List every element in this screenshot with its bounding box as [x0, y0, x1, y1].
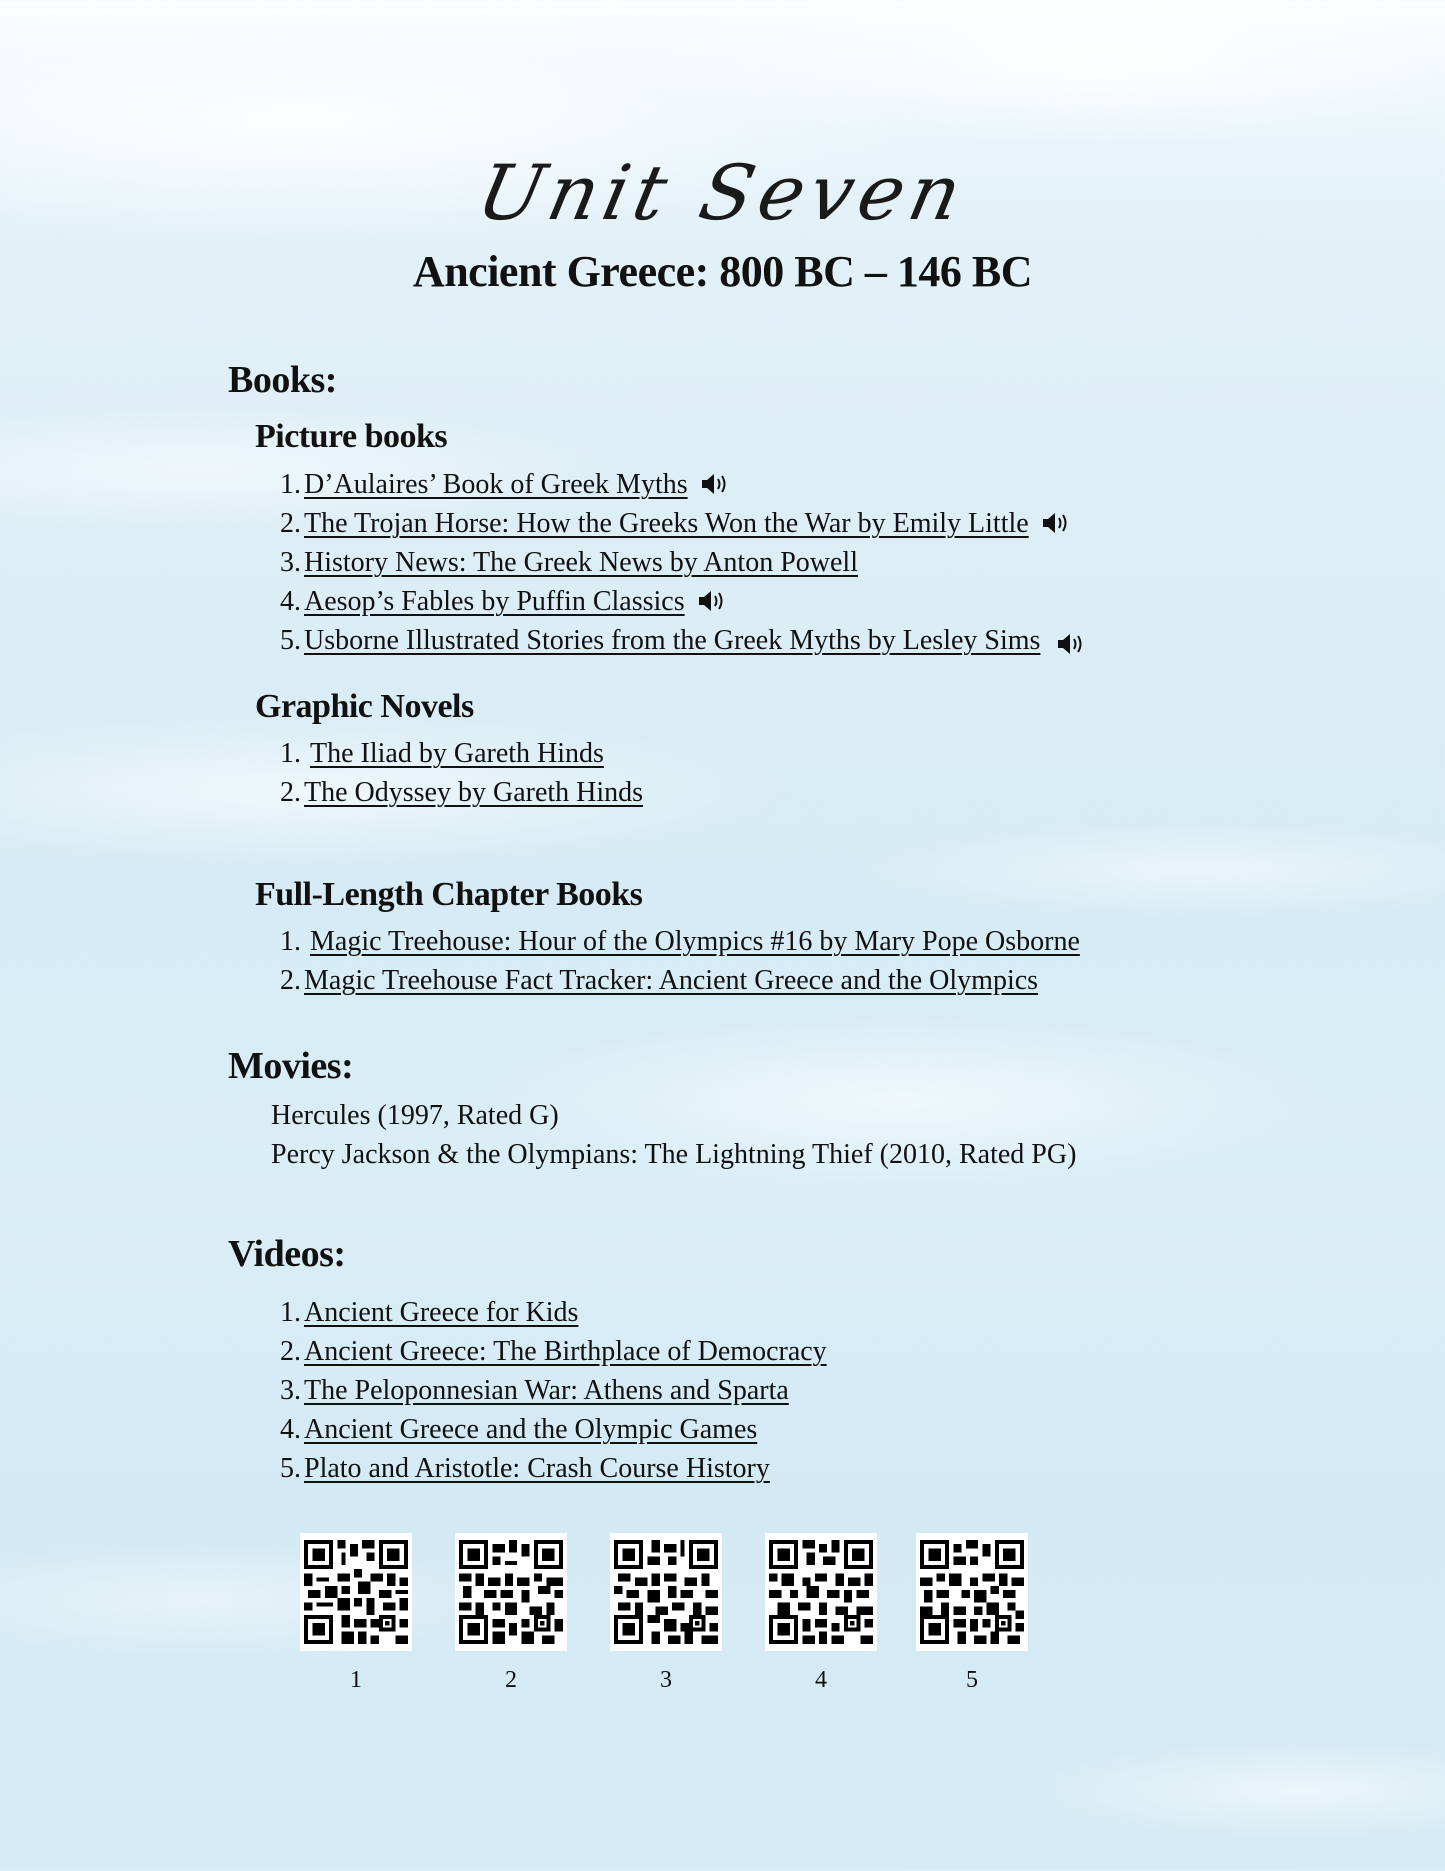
- item-number: 1.: [280, 926, 301, 957]
- item-number: 3.: [280, 547, 301, 578]
- item-number: 1.: [280, 738, 301, 769]
- book-link[interactable]: Aesop’s Fables by Puffin Classics: [304, 586, 685, 617]
- video-link[interactable]: Ancient Greece for Kids: [304, 1297, 579, 1328]
- list-item: [280, 465, 1086, 504]
- book-link[interactable]: History News: The Greek News by Anton Powell: [304, 547, 858, 578]
- qr-code-item: [916, 1533, 1028, 1694]
- movie-item: Percy Jackson & the Olympians: The Lightning Thief (2010, Rated PG): [271, 1139, 1077, 1170]
- picture-books-heading: Picture books: [255, 418, 448, 455]
- list-item: [280, 543, 1086, 582]
- books-heading: Books:: [228, 359, 337, 401]
- list-item: [280, 734, 643, 773]
- picture-books-list: [280, 465, 1086, 660]
- book-link[interactable]: D’Aulaires’ Book of Greek Myths: [304, 469, 688, 500]
- book-link[interactable]: The Trojan Horse: How the Greeks Won the War by Emily Little: [304, 508, 1029, 539]
- unit-script-title: Unit Seven: [470, 148, 975, 237]
- book-link[interactable]: The Iliad by Gareth Hinds: [310, 738, 604, 769]
- video-link[interactable]: Plato and Aristotle: Crash Course History: [304, 1453, 770, 1484]
- book-link[interactable]: Usborne Illustrated Stories from the Greek Myths by Lesley Sims: [304, 625, 1041, 656]
- item-number: 4.: [280, 586, 301, 617]
- item-number: 5.: [280, 625, 301, 656]
- qr-code-icon[interactable]: [610, 1533, 722, 1651]
- speaker-icon[interactable]: [700, 472, 730, 496]
- book-link[interactable]: The Odyssey by Gareth Hinds: [304, 777, 644, 808]
- qr-code-icon[interactable]: [300, 1533, 412, 1651]
- item-number: 4.: [280, 1414, 301, 1445]
- item-number: 1.: [280, 469, 301, 500]
- item-number: 3.: [280, 1375, 301, 1406]
- speaker-icon[interactable]: [697, 589, 727, 613]
- list-item: [280, 504, 1086, 543]
- item-number: 2.: [280, 965, 301, 996]
- item-number: 2.: [280, 508, 301, 539]
- list-item: [280, 1332, 827, 1371]
- qr-code-icon[interactable]: [765, 1533, 877, 1651]
- item-number: 5.: [280, 1453, 301, 1484]
- list-item: [280, 1449, 827, 1488]
- graphic-novels-list: [280, 734, 643, 812]
- page-title: Ancient Greece: 800 BC – 146 BC: [412, 247, 1033, 296]
- item-number: 1.: [280, 1297, 301, 1328]
- list-item: [280, 582, 1086, 621]
- list-item: [280, 922, 1080, 961]
- graphic-novels-heading: Graphic Novels: [255, 688, 474, 725]
- qr-code-label: 1: [350, 1667, 362, 1693]
- qr-code-item: [455, 1533, 567, 1694]
- qr-code-label: 4: [815, 1667, 827, 1693]
- qr-code-label: 5: [966, 1667, 978, 1693]
- speaker-icon[interactable]: [1056, 632, 1086, 656]
- qr-code-icon[interactable]: [455, 1533, 567, 1651]
- video-link[interactable]: Ancient Greece and the Olympic Games: [304, 1414, 758, 1445]
- book-link[interactable]: Magic Treehouse Fact Tracker: Ancient Greece and the Olympics: [304, 965, 1039, 996]
- qr-code-row: [300, 1533, 1071, 1694]
- qr-code-label: 2: [505, 1667, 517, 1693]
- chapter-books-heading: Full-Length Chapter Books: [255, 876, 643, 913]
- chapter-books-list: [280, 922, 1080, 1000]
- qr-code-label: 3: [660, 1667, 672, 1693]
- video-link[interactable]: Ancient Greece: The Birthplace of Democracy: [304, 1336, 827, 1367]
- list-item: [280, 773, 643, 812]
- item-number: 2.: [280, 777, 301, 808]
- qr-code-item: [610, 1533, 722, 1694]
- movies-list: [271, 1096, 1076, 1174]
- speaker-icon[interactable]: [1041, 511, 1071, 535]
- movie-item: Hercules (1997, Rated G): [271, 1100, 559, 1131]
- list-item: [280, 621, 1086, 660]
- qr-code-item: [765, 1533, 877, 1694]
- list-item: [280, 1410, 827, 1449]
- videos-heading: Videos:: [228, 1233, 346, 1275]
- qr-code-item: [300, 1533, 412, 1694]
- videos-list: [280, 1293, 827, 1488]
- video-link[interactable]: The Peloponnesian War: Athens and Sparta: [304, 1375, 789, 1406]
- list-item: [280, 1371, 827, 1410]
- item-number: 2.: [280, 1336, 301, 1367]
- list-item: [280, 1293, 827, 1332]
- list-item: [280, 961, 1080, 1000]
- qr-code-icon[interactable]: [916, 1533, 1028, 1651]
- movies-heading: Movies:: [228, 1045, 354, 1087]
- book-link[interactable]: Magic Treehouse: Hour of the Olympics #16 by Mary Pope Osborne: [310, 926, 1080, 957]
